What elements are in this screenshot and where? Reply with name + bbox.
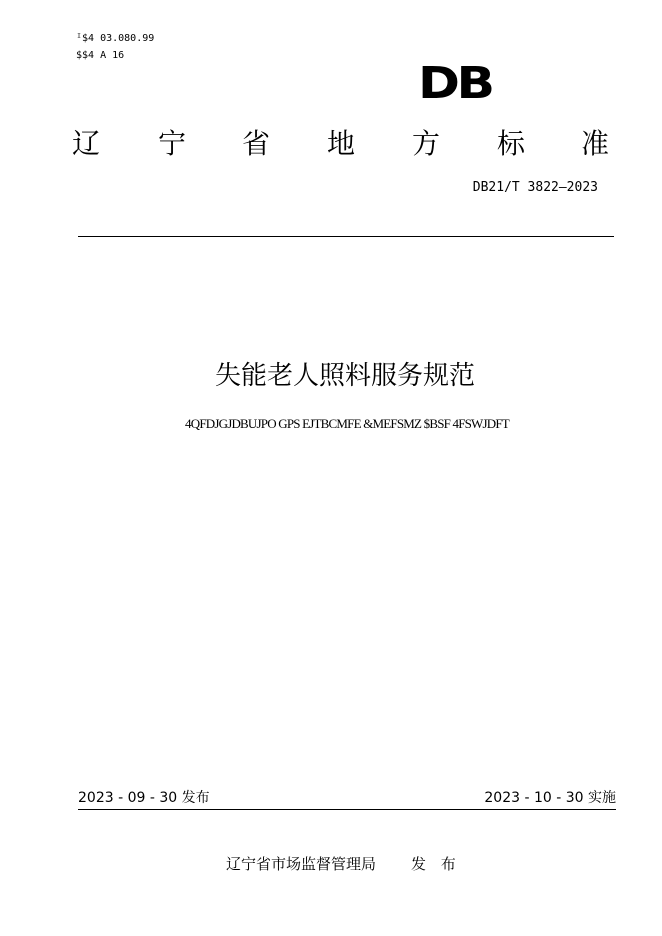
standard-number: DB21/T 3822—2023 [472,180,598,195]
standard-type-char: 标 [497,127,526,160]
issue-label: 发 布 [411,855,461,873]
ccs-code: $$4 A 16 [76,50,125,61]
standard-type-heading [72,124,616,164]
ics-code: ᴵ$4 03.080.99 [76,33,155,44]
standard-type-char: 宁 [158,127,187,160]
issue-date: 2023 - 09 - 30 发布 [78,790,210,806]
standard-type-char: 准 [581,127,610,160]
footer-divider [78,809,616,810]
standard-type-char: 地 [327,127,356,160]
issuing-authority: 辽宁省市场监督管理局 [226,855,377,873]
document-title: 失能老人照料服务规范 [214,361,475,391]
document-title-english: 4QFDJGJDBUJPO GPS EJTBCMFE &MEFSMZ $BSF 4FSWJDFT [185,416,509,431]
db-logo: DB [418,58,492,109]
header-divider [78,236,614,237]
standard-type-char: 方 [412,127,441,160]
implementation-date: 2023 - 10 - 30 实施 [484,790,616,806]
standard-type-char: 辽 [72,127,101,160]
standard-type-char: 省 [242,127,271,160]
